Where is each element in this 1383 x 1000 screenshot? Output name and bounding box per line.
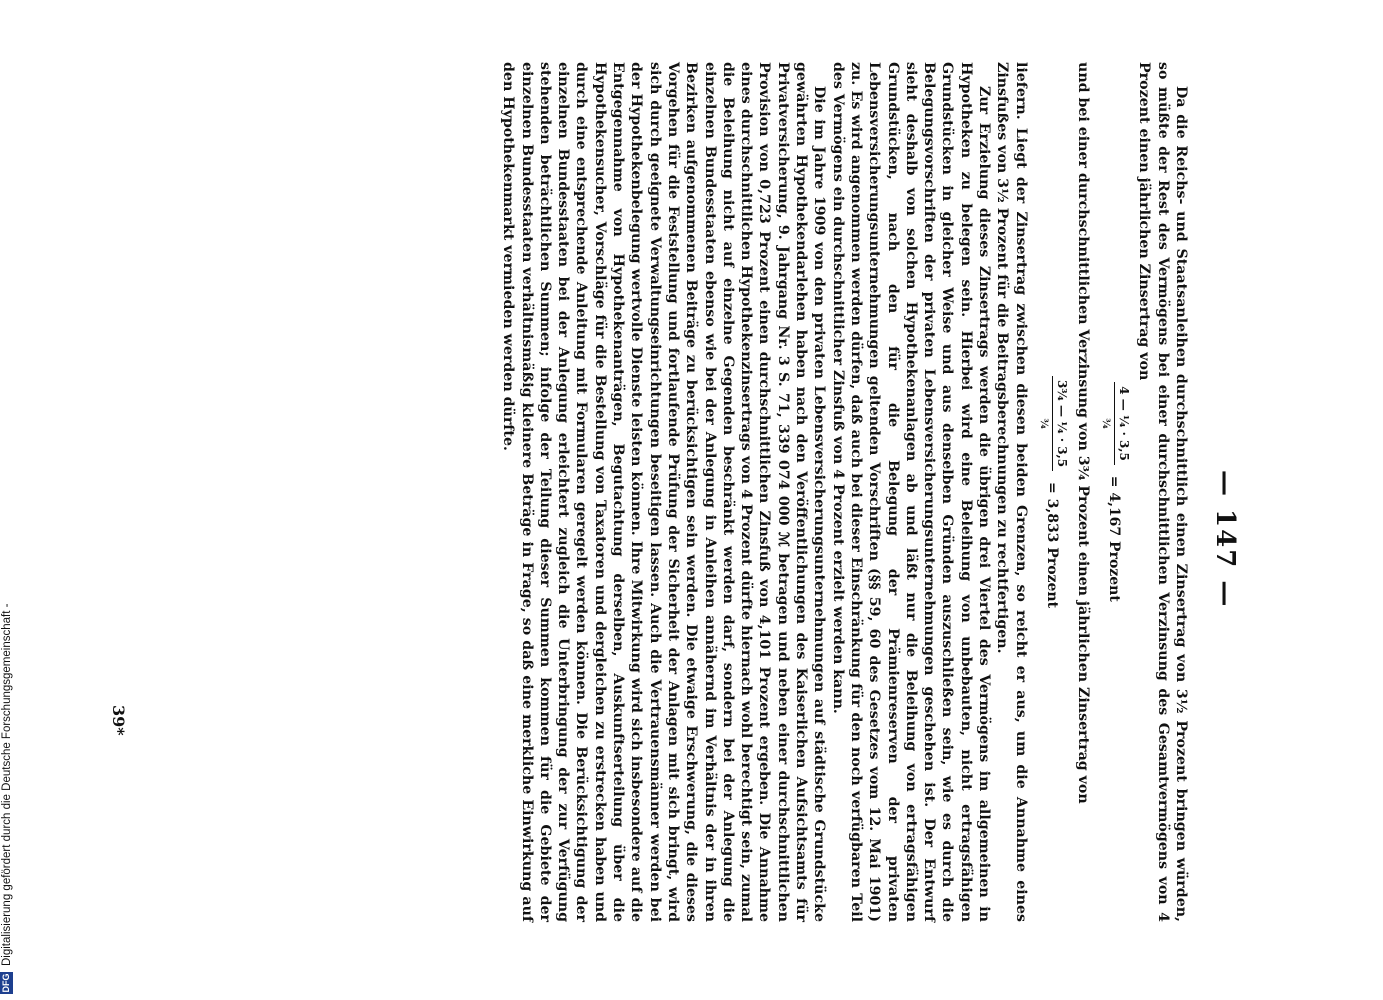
formula-1-numerator: 4 — ¼ · 3,5 bbox=[1114, 382, 1133, 465]
formula-2-denominator: ¾ bbox=[1037, 418, 1049, 429]
rotated-page bbox=[190, 40, 1240, 940]
formula-1-fraction bbox=[1096, 382, 1134, 465]
paragraph-4: Zur Erzielung dieses Zinsertrags werden die übrigen drei Viertel des Vermögens im allgemeinen in Hypotheken zu belegen sein. Hierbei wird eine Beleihung von unbebauten, nicht ertragsfähigen Grundstücken in gleicher Weise und aus denselben Gründen auszuschließen sein, wie es durch die Belegungsvorschriften der privaten Lebensversicherungsunternehmungen geschehen ist. Der Entwurf sieht deshalb von solchen Hypothekenanlagen ab und läßt nur die Beleihung von ertragsfähigen Grundstücken, nach den für die Belegung der Prämienreserven der privaten Lebensversicherungsunternehmungen geltenden Vorschriften (§§ 59, 60 des Gesetzes vom 12. Mai 1901) zu. Es wird angenommen werden dürfen, daß auch bei dieser Einschränkung für den noch verfügbaren Teil des Vermögens ein durchschnittlicher Zinsfuß von 4 Prozent erzielt werden kann. bbox=[829, 62, 993, 922]
formula-2 bbox=[1034, 62, 1072, 922]
formula-2-numerator: 3¾ — ¼ · 3,5 bbox=[1052, 376, 1071, 471]
dfg-logo[interactable]: DFG bbox=[1, 973, 11, 993]
formula-1-result: = 4,167 Prozent bbox=[1106, 475, 1123, 602]
formula-1-denominator: ¾ bbox=[1099, 418, 1111, 429]
formula-2-fraction bbox=[1034, 376, 1072, 471]
body-text bbox=[499, 62, 1190, 922]
paragraph-5: Die im Jahre 1909 von den privaten Lebensversicherungsunternehmungen auf städtische Grundstücke gewährten Hypothekendarlehen haben nach den Veröffentlichungen des Kaiserlichen Aufsichtsamts für Privatversicherung, 9. Jahrgang Nr. 3 S. 71, 339 074 000 ℳ betragen und neben einer durchschnittlichen Provision von 0,723 Prozent einen durchschnittlichen Zinsfuß von 4,101 Prozent ergeben. Die Annahme eines durchschnittlichen Hypothekenzinsertrags von 4 Prozent dürfte hiernach wohl berechtigt sein, zumal die Beleihung nicht auf einzelne Gegenden beschränkt werden darf, sondern bei der Anlegung die einzelnen Bundesstaaten ebenso wie bei der Anlegung in Anleihen annähernd im Verhältnis der in ihren Bezirken aufgenommenen Beiträge zu berücksichtigen sein werden. Die etwaige Erschwerung, die dieses Vorgehen für die Feststellung und fortlaufende Prüfung der Sicherheit der Anlagen mit sich bringt, wird sich durch geeignete Verwaltungseinrichtungen beseitigen lassen. Auch die Vertrauensmänner werden bei der Hypothekenbelegung wertvolle Dienste leisten können. Ihre Mitwirkung wird sich insbesondere auf die Entgegennahme von Hypothekenanträgen, Begutachtung derselben, Auskunftserteilung über die Hypothekensucher, Vorschläge für die Bestellung von Taxatoren und dergleichen zu erstrecken haben und durch eine entsprechende Anleitung mit Formularen geregelt werden können. Die Berücksichtigung der einzelnen Bundesstaaten bei der Anlegung erleichtert zugleich die Unterbringung der zur Verfügung stehenden beträchtlichen Summen; infolge der Teilung dieser Summen kommen für die Gebiete der einzelnen Bundesstaaten verhältnismäßig kleinere Beträge in Frage, so daß eine merkliche Einwirkung auf den Hypothekenmarkt vermieden werden dürfte. bbox=[500, 62, 828, 922]
page-number: — 147 — bbox=[1210, 470, 1240, 609]
sheet-signature: 39* bbox=[109, 705, 128, 736]
footer-credit: Digitalisierung gefördert durch die Deutsche Forschungsgemeinschaft - bbox=[1, 603, 13, 966]
paragraph-2: und bei einer durchschnittlichen Verzinsung von 3¾ Prozent einen jährlichen Zinsertrag von bbox=[1074, 62, 1091, 804]
paragraph-1: Da die Reichs- und Staatsanleihen durchschnittlich einen Zinsertrag von 3½ Prozent bringen würden, so müßte der Rest des Vermögens bei einer durchschnittlichen Verzinsung des Gesamtvermögens von 4 Prozent einen jährlichen Zinsertrag von bbox=[1136, 62, 1189, 922]
paragraph-3: liefern. Liegt der Zinsertrag zwischen diesen beiden Grenzen, so reicht er aus, um die Annahme eines Zinsfußes von 3½ Prozent für die Beitragsberechnungen zu rechtfertigen. bbox=[994, 62, 1029, 922]
formula-2-result: = 3,833 Prozent bbox=[1044, 481, 1061, 609]
digitization-footer bbox=[0, 0, 14, 1000]
formula-1 bbox=[1096, 62, 1134, 922]
